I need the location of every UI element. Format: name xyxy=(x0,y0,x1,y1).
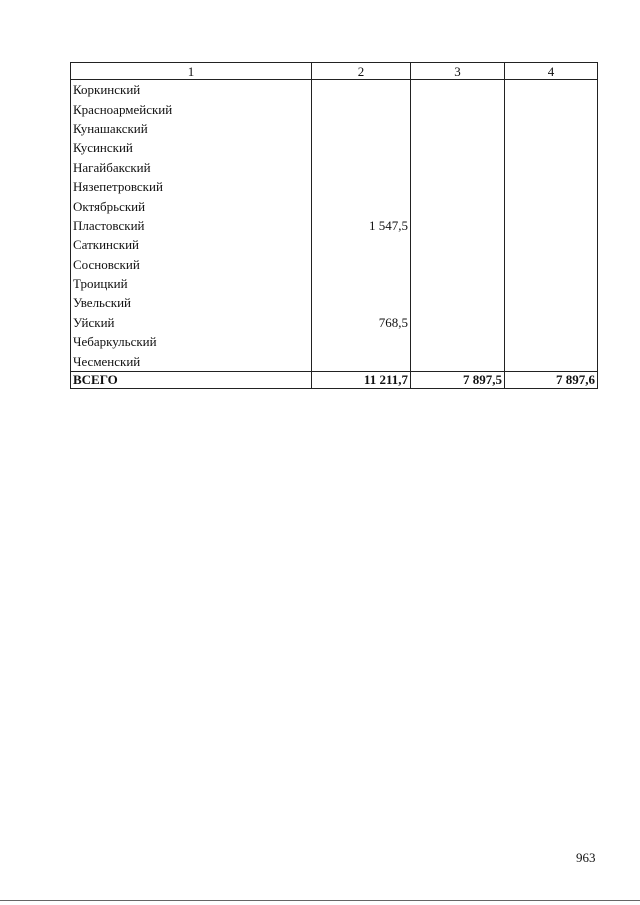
value-col-4 xyxy=(505,177,598,196)
value-col-3 xyxy=(411,138,505,157)
value-col-2 xyxy=(312,177,411,196)
value-col-2 xyxy=(312,332,411,351)
value-col-4 xyxy=(505,119,598,138)
value-col-4 xyxy=(505,293,598,312)
district-name: Нязепетровский xyxy=(71,177,312,196)
value-col-3 xyxy=(411,119,505,138)
district-name: Чесменский xyxy=(71,351,312,371)
value-col-3 xyxy=(411,99,505,118)
value-col-2: 1 547,5 xyxy=(312,216,411,235)
value-col-2 xyxy=(312,293,411,312)
value-col-2 xyxy=(312,138,411,157)
table-row xyxy=(71,158,598,177)
value-col-4 xyxy=(505,216,598,235)
value-col-4 xyxy=(505,351,598,371)
budget-table xyxy=(70,62,598,389)
value-col-3 xyxy=(411,313,505,332)
value-col-3 xyxy=(411,293,505,312)
district-name: Саткинский xyxy=(71,235,312,254)
district-name: Октябрьский xyxy=(71,196,312,215)
value-col-4 xyxy=(505,235,598,254)
value-col-4 xyxy=(505,255,598,274)
table-row xyxy=(71,119,598,138)
value-col-2 xyxy=(312,158,411,177)
district-name: Кусинский xyxy=(71,138,312,157)
bottom-divider xyxy=(0,900,640,901)
value-col-3 xyxy=(411,216,505,235)
value-col-2 xyxy=(312,80,411,100)
total-label: ВСЕГО xyxy=(71,371,312,388)
table-row xyxy=(71,80,598,100)
column-header-1: 1 xyxy=(71,63,312,80)
district-name: Чебаркульский xyxy=(71,332,312,351)
table-header-row xyxy=(71,63,598,80)
value-col-2 xyxy=(312,196,411,215)
value-col-4 xyxy=(505,274,598,293)
value-col-4 xyxy=(505,196,598,215)
value-col-4 xyxy=(505,313,598,332)
total-col-4: 7 897,6 xyxy=(505,371,598,388)
value-col-3 xyxy=(411,255,505,274)
table-row xyxy=(71,351,598,371)
total-row xyxy=(71,371,598,388)
value-col-3 xyxy=(411,332,505,351)
value-col-2 xyxy=(312,255,411,274)
table-row xyxy=(71,99,598,118)
value-col-2 xyxy=(312,351,411,371)
column-header-2: 2 xyxy=(312,63,411,80)
value-col-3 xyxy=(411,196,505,215)
value-col-3 xyxy=(411,177,505,196)
table-row xyxy=(71,138,598,157)
table-row xyxy=(71,235,598,254)
column-header-4: 4 xyxy=(505,63,598,80)
district-name: Увельский xyxy=(71,293,312,312)
district-name: Красноармейский xyxy=(71,99,312,118)
total-col-3: 7 897,5 xyxy=(411,371,505,388)
district-name: Пластовский xyxy=(71,216,312,235)
value-col-3 xyxy=(411,235,505,254)
district-name: Сосновский xyxy=(71,255,312,274)
value-col-4 xyxy=(505,80,598,100)
table-row xyxy=(71,196,598,215)
value-col-2 xyxy=(312,274,411,293)
value-col-2 xyxy=(312,235,411,254)
total-col-2: 11 211,7 xyxy=(312,371,411,388)
district-name: Уйский xyxy=(71,313,312,332)
table-row xyxy=(71,293,598,312)
table-row xyxy=(71,274,598,293)
column-header-3: 3 xyxy=(411,63,505,80)
district-name: Троицкий xyxy=(71,274,312,293)
district-name: Кунашакский xyxy=(71,119,312,138)
value-col-4 xyxy=(505,332,598,351)
value-col-3 xyxy=(411,80,505,100)
value-col-4 xyxy=(505,138,598,157)
district-name: Коркинский xyxy=(71,80,312,100)
value-col-4 xyxy=(505,99,598,118)
table-row xyxy=(71,255,598,274)
value-col-2: 768,5 xyxy=(312,313,411,332)
value-col-2 xyxy=(312,119,411,138)
table-row xyxy=(71,313,598,332)
value-col-3 xyxy=(411,274,505,293)
value-col-3 xyxy=(411,158,505,177)
table-row xyxy=(71,216,598,235)
value-col-4 xyxy=(505,158,598,177)
district-name: Нагайбакский xyxy=(71,158,312,177)
page-number: 963 xyxy=(576,850,596,865)
table-row xyxy=(71,332,598,351)
value-col-2 xyxy=(312,99,411,118)
table-row xyxy=(71,177,598,196)
value-col-3 xyxy=(411,351,505,371)
